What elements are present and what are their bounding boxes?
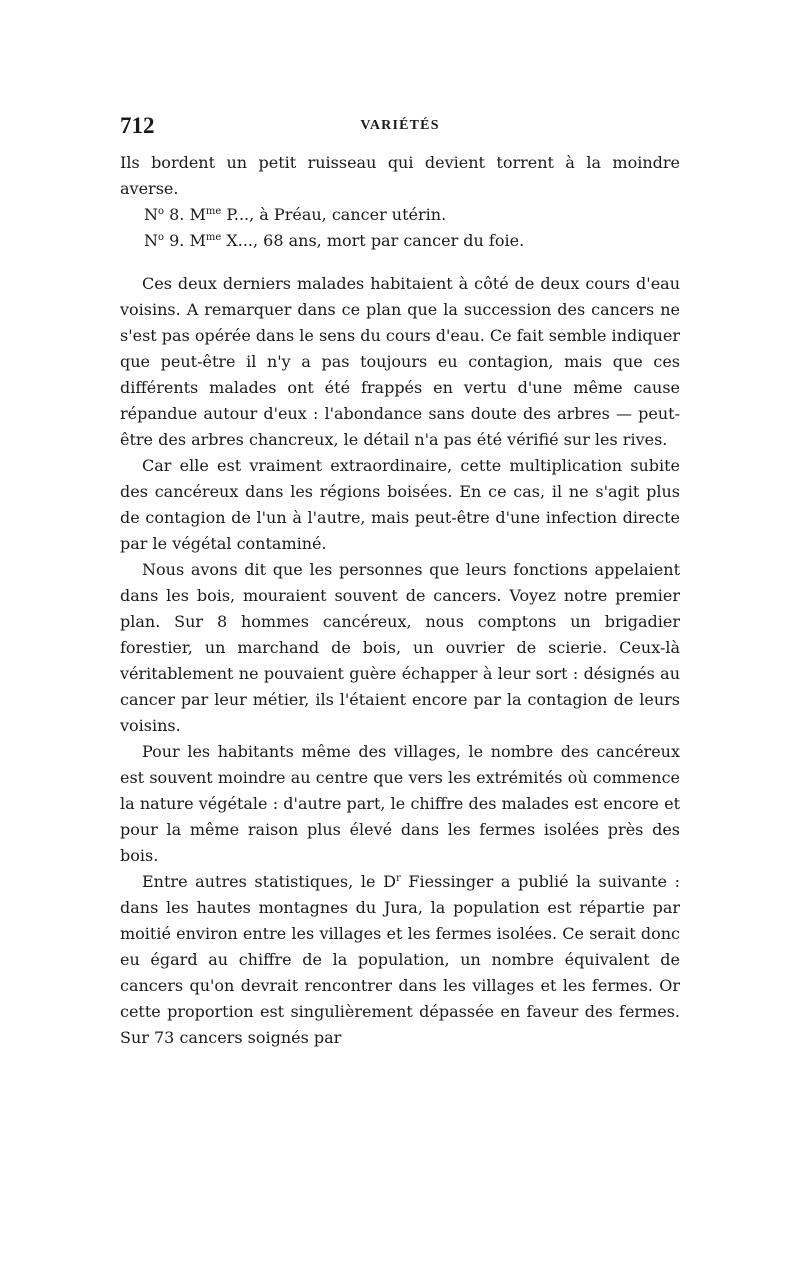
paragraph: Ces deux derniers malades habitaient à côté de deux cours d'eau voisins. A remarquer dans ce plan que la succession des cancers ne s'est pas opérée dans le sens du cours d'eau. Ce fait semble indiquer que peut-être il n'y a pas toujours eu contagion, mais que ces différents malades ont été frappés en vertu d'une même cause répandue autour d'eux : l'abondance sans doute des arbres — peut-être des arbres chancreux, le détail n'a pas été vérifié sur les rives. bbox=[120, 274, 680, 449]
page-header bbox=[120, 113, 680, 143]
section-gap bbox=[120, 254, 680, 271]
paragraph: Car elle est vraiment extraordinaire, cette multiplication subite des cancéreux dans les régions boisées. En ce cas, il ne s'agit plus de contagion de l'un à l'autre, mais peut-être d'une infection directe par le végétal contaminé. bbox=[120, 456, 680, 553]
running-title: VARIÉTÉS bbox=[360, 118, 440, 133]
body-text bbox=[120, 150, 680, 1051]
case-entry: $N^o$ 8. $M^{me}$ P..., à Préau, cancer utérin. bbox=[144, 205, 447, 224]
page-number: 712 bbox=[120, 113, 155, 138]
paragraph-last: Entre autres statistiques, le $D^r$ Fiessinger a publié la suivante : dans les hautes montagnes du Jura, la population est répartie par moitié environ entre les villages et les fermes isolées. Ce serait donc eu égard au chiffre de la population, un nombre équivalent de cancers qu'on devrait rencontrer dans les villages et les fermes. Or cette proportion est singulièrement dépassée en faveur des fermes. Sur 73 cancers soignés par bbox=[120, 872, 680, 1047]
continuation-paragraph: Ils bordent un petit ruisseau qui devient torrent à la moindre averse. bbox=[120, 153, 680, 198]
case-entry: $N^o$ 9. $M^{me}$ X..., 68 ans, mort par cancer du foie. bbox=[144, 231, 525, 250]
paragraph: Nous avons dit que les personnes que leurs fonctions appelaient dans les bois, mouraient souvent de cancers. Voyez notre premier plan. Sur 8 hommes cancéreux, nous comptons un brigadier forestier, un marchand de bois, un ouvrier de scierie. Ceux-là véritablement ne pouvaient guère échapper à leur sort : désignés au cancer par leur métier, ils l'étaient encore par la contagion de leurs voisins. bbox=[120, 560, 680, 735]
paragraph: Pour les habitants même des villages, le nombre des cancéreux est souvent moindre au centre que vers les extrémités où commence la nature végétale : d'autre part, le chiffre des malades est encore et pour la même raison plus élevé dans les fermes isolées près des bois. bbox=[120, 742, 680, 865]
